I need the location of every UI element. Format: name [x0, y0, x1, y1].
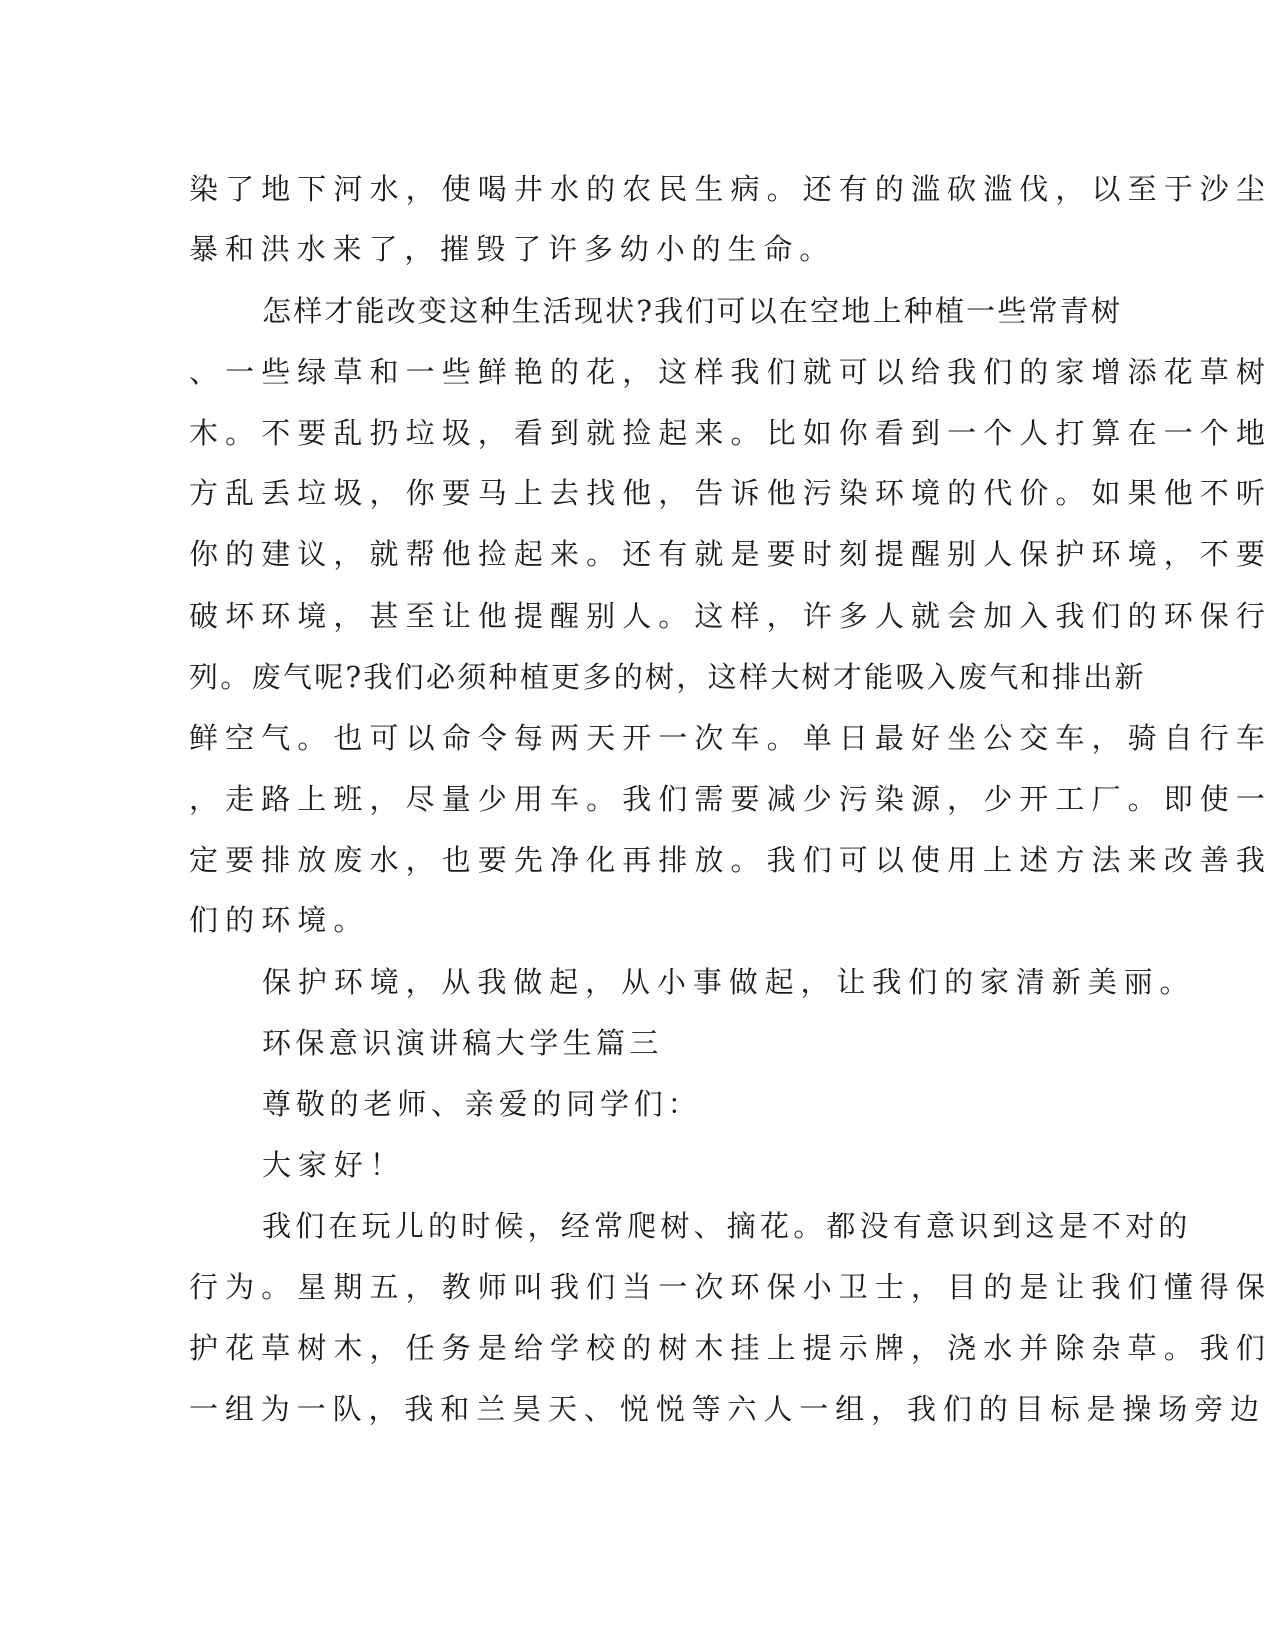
text-line-content: 保护环境，从我做起，从小事做起，让我们的家清新美丽。	[262, 965, 1196, 999]
text-line-content: 怎样才能改变这种生活现状?我们可以在空地上种植一些常青树	[262, 294, 1123, 328]
greeting	[0, 1135, 1275, 1195]
section-heading	[0, 1013, 1275, 1073]
section-heading-text: 环保意识演讲稿大学生篇三	[262, 1026, 663, 1060]
text-line	[0, 586, 1275, 646]
text-line-content: 方乱丢垃圾，你要马上去找他，告诉他污染环境的代价。如果他不听	[189, 476, 1273, 510]
text-line-content: 我们在玩儿的时候，经常爬树、摘花。都没有意识到这是不对的	[262, 1209, 1192, 1243]
salutation	[0, 1074, 1275, 1134]
text-line-content: 定要排放废水，也要先净化再排放。我们可以使用上述方法来改善我	[189, 843, 1273, 877]
text-line-content: 行为。星期五，教师叫我们当一次环保小卫士，目的是让我们懂得保	[189, 1270, 1273, 1304]
text-line	[0, 1379, 1275, 1439]
text-line	[0, 159, 1275, 219]
text-line-content: ，走路上班，尽量少用车。我们需要减少污染源，少开工厂。即使一	[189, 782, 1273, 816]
text-line-content: 染了地下河水，使喝井水的农民生病。还有的滥砍滥伐，以至于沙尘	[189, 172, 1273, 206]
text-line	[0, 1257, 1275, 1317]
text-line-content: 列。废气呢?我们必须种植更多的树，这样大树才能吸入废气和排出新	[189, 660, 1146, 694]
text-line-content: 们的环境。	[189, 903, 370, 937]
text-line	[0, 524, 1275, 584]
text-line-content: 破坏环境，甚至让他提醒别人。这样，许多人就会加入我们的环保行	[189, 599, 1273, 633]
text-line	[0, 890, 1275, 950]
text-line-content: 你的建议，就帮他捡起来。还有就是要时刻提醒别人保护环境，不要	[189, 537, 1273, 571]
text-line	[0, 1318, 1275, 1378]
text-line	[0, 342, 1275, 402]
text-line-content: 木。不要乱扔垃圾，看到就捡起来。比如你看到一个人打算在一个地	[189, 416, 1273, 450]
paragraph-start-line	[0, 1196, 1275, 1256]
text-line-content: 、一些绿草和一些鲜艳的花，这样我们就可以给我们的家增添花草树	[189, 355, 1273, 389]
text-line-content: 一组为一队，我和兰昊天、悦悦等六人一组，我们的目标是操场旁边	[189, 1392, 1267, 1426]
text-line	[0, 830, 1275, 890]
text-line	[0, 647, 1275, 707]
text-line-content: 护花草树木，任务是给学校的树木挂上提示牌，浇水并除杂草。我们	[189, 1331, 1273, 1365]
text-line-content: 鲜空气。也可以命令每两天开一次车。单日最好坐公交车，骑自行车	[189, 721, 1273, 755]
text-line	[0, 463, 1275, 523]
greeting-text: 大家好！	[262, 1148, 406, 1182]
text-line	[0, 403, 1275, 463]
text-line-content: 暴和洪水来了，摧毁了许多幼小的生命。	[189, 232, 836, 266]
paragraph-start-line	[0, 281, 1275, 341]
paragraph-start-line	[0, 952, 1275, 1012]
text-line	[0, 219, 1275, 279]
text-line	[0, 708, 1275, 768]
text-line	[0, 769, 1275, 829]
salutation-text: 尊敬的老师、亲爱的同学们：	[262, 1087, 702, 1121]
